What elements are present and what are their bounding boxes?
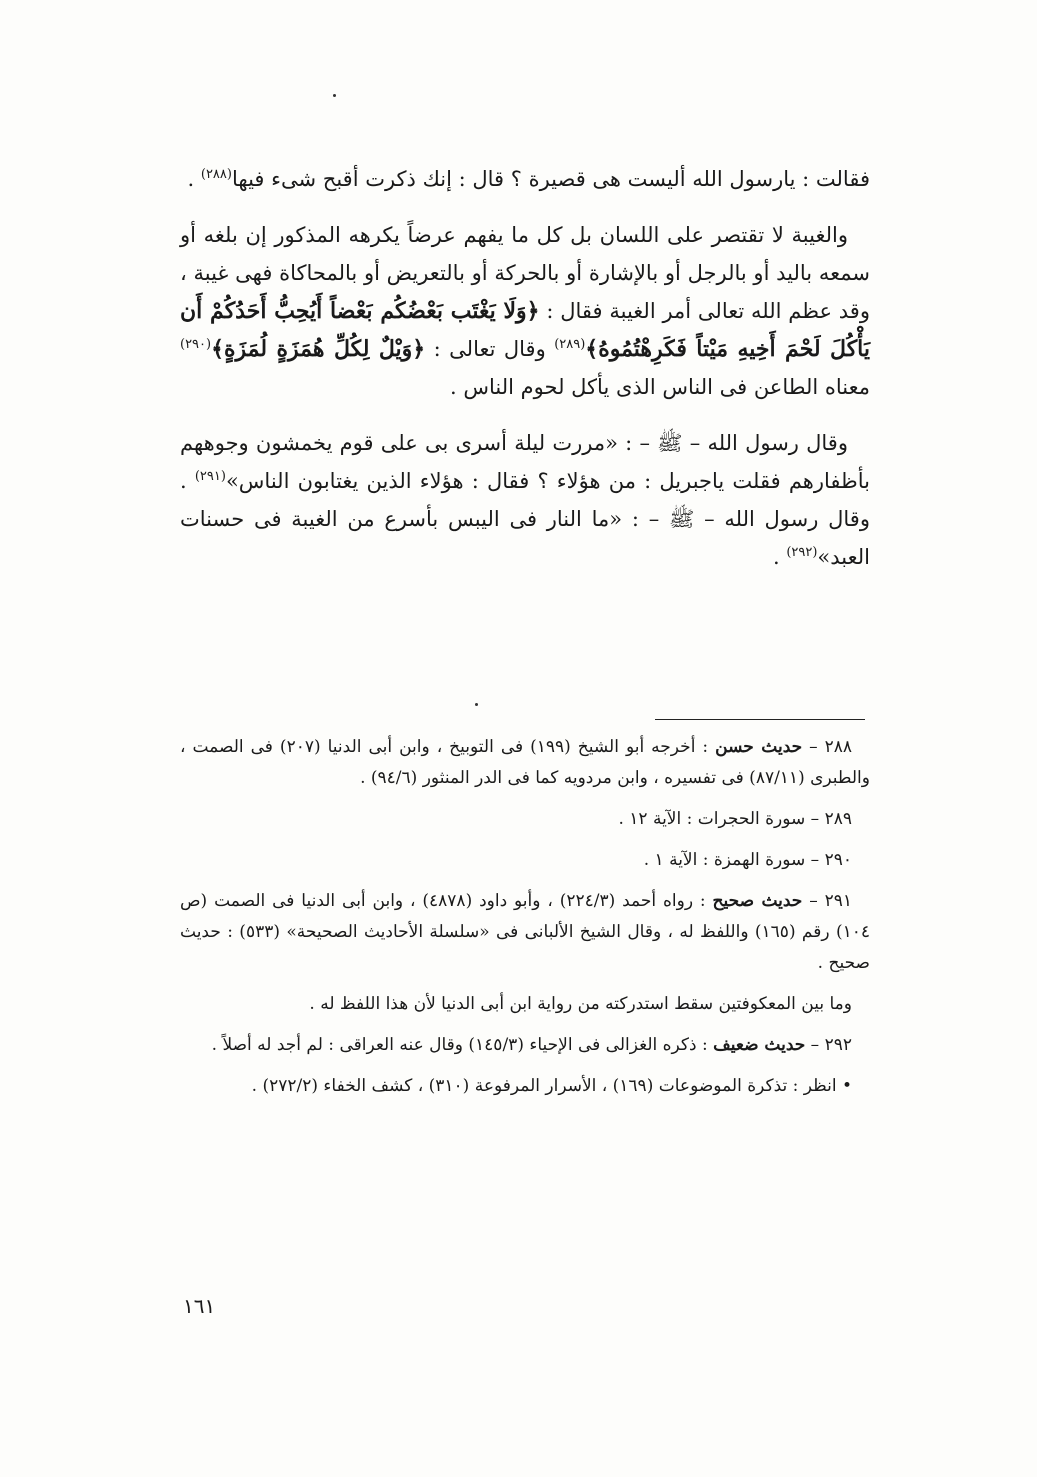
footnote-number: ٢٩٠ – (805, 850, 852, 870)
footnote-text: : رواه أحمد (٢٢٤/٣) ، وأبو داود (٤٨٧٨) ، وابن أبى الدنيا فى الصمت (ص ١٠٤) رقم (١٦٥) واللفظ له ، وقال الشيخ الألبانى فى «سلسلة الأحاديث الصحيحة» (٥٣٣) : حديث صحيح . (180, 891, 870, 973)
paragraph-3 (180, 424, 870, 576)
paragraph-2 (180, 216, 870, 406)
main-text (180, 160, 870, 594)
footnote-ref: (٢٩٢) (786, 545, 818, 560)
footnote-292 (180, 1030, 870, 1061)
footnote-ref: (٢٨٨) (200, 167, 232, 182)
footnote-ref: (٢٩١) (194, 469, 226, 484)
hadith-grade: حديث ضعيف (713, 1035, 806, 1055)
text: . وقال رسول الله – ﷺ – : «ما النار فى اليبس بأسرع من الغيبة فى حسنات العبد» (180, 469, 870, 569)
footnote-number: ٢٨٨ – (802, 737, 853, 757)
footnote-289 (180, 804, 870, 835)
footnote-ref: (٢٨٩) (554, 337, 586, 352)
text: . (187, 167, 201, 191)
footnote-number: ٢٨٩ – (805, 809, 852, 829)
paragraph-1 (180, 160, 870, 198)
footnote-number: ٢٩٢ – (805, 1035, 852, 1055)
footnote-text: سورة الهمزة : الآية ١ . (643, 850, 806, 870)
page-number: ١٦١ (183, 1294, 216, 1318)
speck (333, 94, 336, 97)
speck (475, 703, 478, 706)
footnote-note (180, 989, 870, 1020)
footnote-290 (180, 845, 870, 876)
hadith-grade: حديث حسن (715, 737, 803, 757)
footnote-divider (655, 719, 865, 720)
text: . (772, 545, 787, 569)
footnotes (180, 732, 870, 1112)
text: فقالت : يارسول الله أليست هى قصيرة ؟ قال : إنك ذكرت أقبح شىء فيها (231, 167, 870, 191)
text: والغيبة لا تقتصر على اللسان بل كل ما يفهم عرضاً يكرهه المذكور إن بلغه أو سمعه باليد أو بالرجل أو بالإشارة أو بالحركة أو بالتعريض أو بالمحاكاة فهى غيبة ، وقد عظم الله تعالى أمر الغيبة فقال : (180, 223, 870, 323)
footnote-291 (180, 886, 870, 979)
footnote-number: ٢٩١ – (802, 891, 852, 911)
quran-verse: ﴿وَيْلٌ لِكُلِّ هُمَزَةٍ لُمَزَةٍ﴾ (211, 336, 426, 362)
footnote-text: وما بين المعكوفتين سقط استدركته من رواية ابن أبى الدنيا لأن هذا اللفظ له . (309, 994, 852, 1014)
bullet: • (836, 1076, 852, 1096)
footnote-ref: (٢٩٠) (180, 337, 212, 352)
footnote-text: انظر : تذكرة الموضوعات (١٦٩) ، الأسرار المرفوعة (٣١٠) ، كشف الخفاء (٢٧٢/٢) . (251, 1076, 837, 1096)
footnote-text: سورة الحجرات : الآية ١٢ . (618, 809, 806, 829)
footnote-text: : ذكره الغزالى فى الإحياء (١٤٥/٣) وقال عنه العراقى : لم أجد له أصلاً . (211, 1035, 714, 1055)
footnote-288 (180, 732, 870, 794)
footnote-text: : أخرجه أبو الشيخ (١٩٩) فى التوبيخ ، وابن أبى الدنيا (٢٠٧) فى الصمت ، والطبرى (٨٧/١١) فى تفسيره ، وابن مردويه كما فى الدر المنثور (٩٤/٦) . (180, 737, 870, 788)
text: معناه الطاعن فى الناس الذى يأكل لحوم الناس . (450, 375, 870, 399)
footnote-see-also (180, 1071, 870, 1102)
text: وقال تعالى : (425, 337, 555, 361)
text: وقال رسول الله – ﷺ – : «مررت ليلة أسرى بى على قوم يخمشون وجوههم بأظفارهم فقلت ياجبريل : من هؤلاء ؟ فقال : هؤلاء الذين يغتابون الناس» (180, 431, 870, 493)
hadith-grade: حديث صحيح (712, 891, 803, 911)
quran-verse: ﴿وَلَا يَغْتَب بَعْضُكُم بَعْضاً أَيُحِبُّ أَحَدُكُمْ أَن يَأْكُلَ لَحْمَ أَخِيهِ مَيْتاً فَكَرِهْتُمُوهُ﴾ (180, 298, 870, 362)
